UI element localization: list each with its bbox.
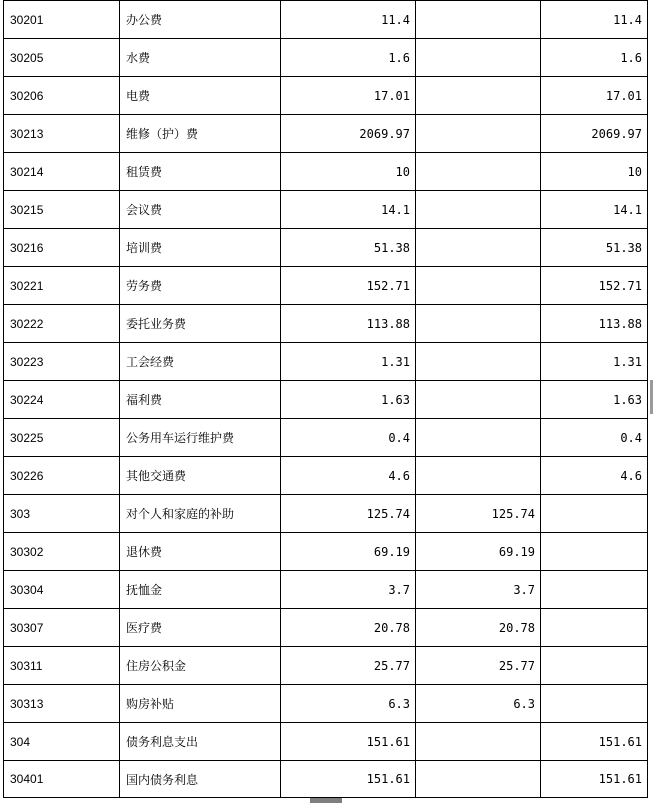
cell-project bbox=[541, 495, 648, 533]
cell-basic bbox=[416, 305, 541, 343]
cell-code: 30313 bbox=[4, 685, 120, 723]
cell-code: 304 bbox=[4, 723, 120, 761]
cell-total: 10 bbox=[281, 153, 416, 191]
cell-basic bbox=[416, 153, 541, 191]
table-row bbox=[4, 723, 648, 761]
cell-total: 113.88 bbox=[281, 305, 416, 343]
cell-code: 30224 bbox=[4, 381, 120, 419]
cell-total: 17.01 bbox=[281, 77, 416, 115]
cell-name: 抚恤金 bbox=[120, 571, 281, 609]
cell-project: 17.01 bbox=[541, 77, 648, 115]
cell-total: 6.3 bbox=[281, 685, 416, 723]
table-row bbox=[4, 77, 648, 115]
table-row bbox=[4, 39, 648, 77]
cell-basic bbox=[416, 419, 541, 457]
cell-total: 151.61 bbox=[281, 761, 416, 798]
cell-code: 30225 bbox=[4, 419, 120, 457]
table-row bbox=[4, 685, 648, 723]
page-edge-marker bbox=[310, 798, 342, 803]
cell-name: 办公费 bbox=[120, 1, 281, 39]
cell-basic: 20.78 bbox=[416, 609, 541, 647]
cell-code: 30216 bbox=[4, 229, 120, 267]
cell-name: 培训费 bbox=[120, 229, 281, 267]
cell-name: 电费 bbox=[120, 77, 281, 115]
table-row bbox=[4, 267, 648, 305]
table-row bbox=[4, 305, 648, 343]
table-row bbox=[4, 609, 648, 647]
cell-basic bbox=[416, 457, 541, 495]
cell-basic bbox=[416, 229, 541, 267]
table-row bbox=[4, 647, 648, 685]
cell-total: 0.4 bbox=[281, 419, 416, 457]
cell-code: 30205 bbox=[4, 39, 120, 77]
cell-code: 30302 bbox=[4, 533, 120, 571]
cell-code: 30304 bbox=[4, 571, 120, 609]
cell-name: 其他交通费 bbox=[120, 457, 281, 495]
cell-basic bbox=[416, 761, 541, 798]
cell-project bbox=[541, 685, 648, 723]
cell-basic bbox=[416, 115, 541, 153]
cell-total: 3.7 bbox=[281, 571, 416, 609]
cell-total: 14.1 bbox=[281, 191, 416, 229]
cell-code: 30221 bbox=[4, 267, 120, 305]
cell-basic bbox=[416, 723, 541, 761]
cell-project: 11.4 bbox=[541, 1, 648, 39]
cell-total: 125.74 bbox=[281, 495, 416, 533]
cell-project bbox=[541, 609, 648, 647]
cell-basic bbox=[416, 1, 541, 39]
cell-project: 151.61 bbox=[541, 761, 648, 798]
cell-name: 公务用车运行维护费 bbox=[120, 419, 281, 457]
cell-project bbox=[541, 647, 648, 685]
cell-code: 303 bbox=[4, 495, 120, 533]
cell-name: 工会经费 bbox=[120, 343, 281, 381]
cell-code: 30311 bbox=[4, 647, 120, 685]
table-row bbox=[4, 229, 648, 267]
cell-code: 30307 bbox=[4, 609, 120, 647]
cell-basic: 125.74 bbox=[416, 495, 541, 533]
cell-code: 30401 bbox=[4, 761, 120, 798]
cell-name: 对个人和家庭的补助 bbox=[120, 495, 281, 533]
cell-code: 30226 bbox=[4, 457, 120, 495]
cell-total: 152.71 bbox=[281, 267, 416, 305]
cell-basic bbox=[416, 191, 541, 229]
cell-project: 113.88 bbox=[541, 305, 648, 343]
cell-basic: 6.3 bbox=[416, 685, 541, 723]
table-row bbox=[4, 571, 648, 609]
cell-project: 4.6 bbox=[541, 457, 648, 495]
cell-project: 51.38 bbox=[541, 229, 648, 267]
table-row bbox=[4, 533, 648, 571]
cell-basic: 69.19 bbox=[416, 533, 541, 571]
table-row bbox=[4, 343, 648, 381]
cell-name: 退休费 bbox=[120, 533, 281, 571]
cell-name: 购房补贴 bbox=[120, 685, 281, 723]
table-row bbox=[4, 761, 648, 798]
table-row bbox=[4, 419, 648, 457]
cell-name: 会议费 bbox=[120, 191, 281, 229]
cell-code: 30213 bbox=[4, 115, 120, 153]
cell-total: 51.38 bbox=[281, 229, 416, 267]
cell-basic: 25.77 bbox=[416, 647, 541, 685]
cell-code: 30206 bbox=[4, 77, 120, 115]
budget-table-body bbox=[4, 1, 648, 798]
cell-basic bbox=[416, 381, 541, 419]
table-row bbox=[4, 1, 648, 39]
cell-total: 1.63 bbox=[281, 381, 416, 419]
cell-name: 委托业务费 bbox=[120, 305, 281, 343]
cell-name: 租赁费 bbox=[120, 153, 281, 191]
cell-total: 1.6 bbox=[281, 39, 416, 77]
cell-project: 1.63 bbox=[541, 381, 648, 419]
cell-total: 151.61 bbox=[281, 723, 416, 761]
cell-project: 1.6 bbox=[541, 39, 648, 77]
cell-name: 劳务费 bbox=[120, 267, 281, 305]
cell-project bbox=[541, 571, 648, 609]
table-row bbox=[4, 191, 648, 229]
cell-name: 维修（护）费 bbox=[120, 115, 281, 153]
cell-code: 30223 bbox=[4, 343, 120, 381]
cell-name: 水费 bbox=[120, 39, 281, 77]
cell-name: 债务利息支出 bbox=[120, 723, 281, 761]
cell-code: 30222 bbox=[4, 305, 120, 343]
cell-project bbox=[541, 533, 648, 571]
cell-basic bbox=[416, 267, 541, 305]
cell-total: 1.31 bbox=[281, 343, 416, 381]
cell-name: 福利费 bbox=[120, 381, 281, 419]
cell-total: 69.19 bbox=[281, 533, 416, 571]
cell-name: 医疗费 bbox=[120, 609, 281, 647]
table-row bbox=[4, 153, 648, 191]
cell-basic bbox=[416, 77, 541, 115]
cell-total: 20.78 bbox=[281, 609, 416, 647]
cell-total: 25.77 bbox=[281, 647, 416, 685]
cell-project: 2069.97 bbox=[541, 115, 648, 153]
cell-project: 1.31 bbox=[541, 343, 648, 381]
cell-project: 14.1 bbox=[541, 191, 648, 229]
budget-table bbox=[3, 0, 648, 798]
table-row bbox=[4, 495, 648, 533]
cell-code: 30214 bbox=[4, 153, 120, 191]
cell-name: 住房公积金 bbox=[120, 647, 281, 685]
cell-total: 2069.97 bbox=[281, 115, 416, 153]
cell-basic bbox=[416, 39, 541, 77]
cell-total: 11.4 bbox=[281, 1, 416, 39]
cell-project: 152.71 bbox=[541, 267, 648, 305]
table-row bbox=[4, 381, 648, 419]
cell-name: 国内债务利息 bbox=[120, 761, 281, 798]
cell-project: 0.4 bbox=[541, 419, 648, 457]
cell-code: 30201 bbox=[4, 1, 120, 39]
table-row bbox=[4, 457, 648, 495]
table-row bbox=[4, 115, 648, 153]
cell-basic: 3.7 bbox=[416, 571, 541, 609]
cell-project: 151.61 bbox=[541, 723, 648, 761]
cell-total: 4.6 bbox=[281, 457, 416, 495]
cell-basic bbox=[416, 343, 541, 381]
cell-project: 10 bbox=[541, 153, 648, 191]
cell-code: 30215 bbox=[4, 191, 120, 229]
